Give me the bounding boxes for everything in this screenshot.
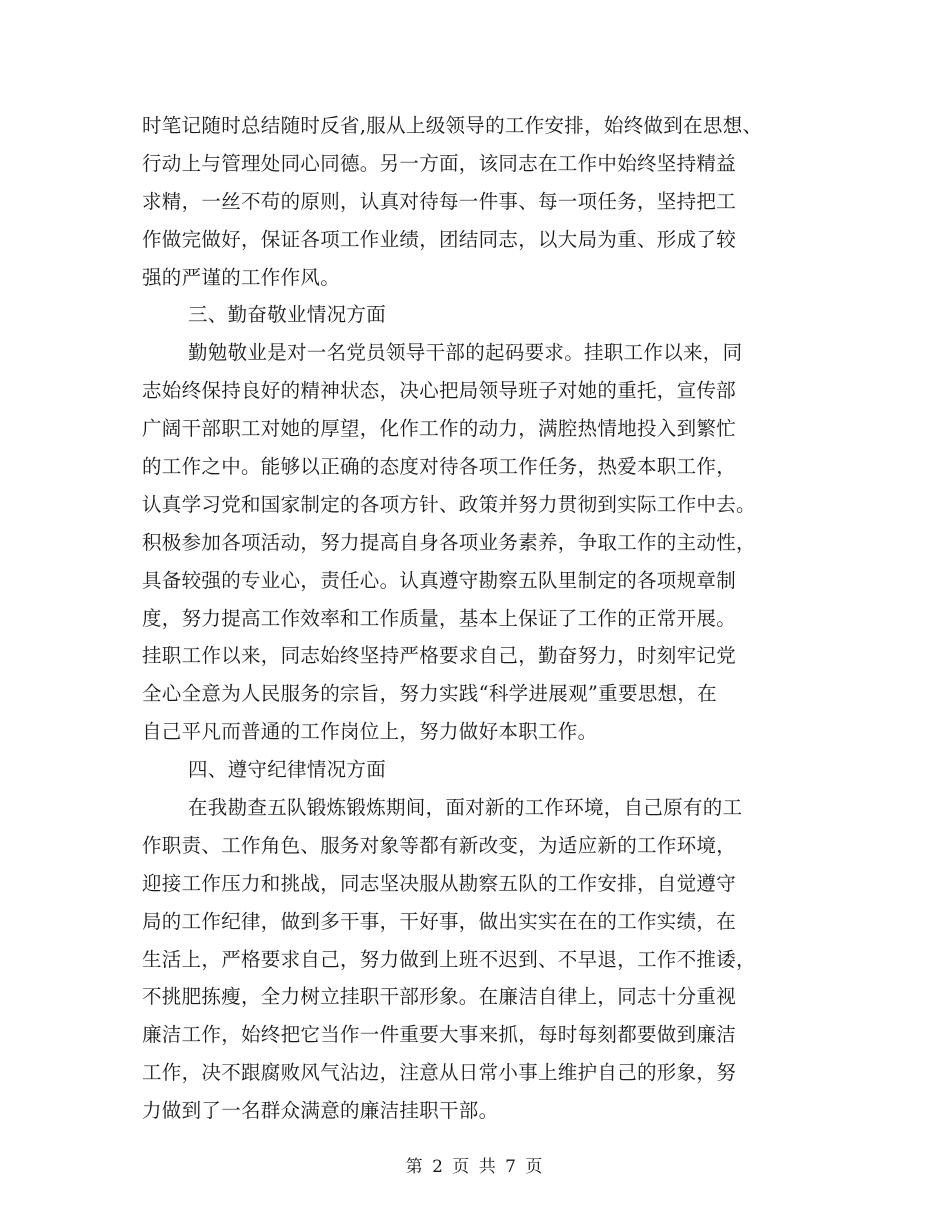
paragraph-line-indented: 四、遵守纪律情况方面 xyxy=(188,758,387,782)
paragraph-line-indented: 三、勤奋敬业情况方面 xyxy=(188,303,387,327)
paragraph-line: 作职责、工作角色、服务对象等都有新改变，为适应新的工作环境， xyxy=(142,833,737,857)
paragraph-line: 强的严谨的工作作风。 xyxy=(142,265,341,289)
paragraph-line: 力做到了一名群众满意的廉洁挂职干部。 xyxy=(142,1099,499,1123)
paragraph-line: 局的工作纪律，做到多干事，干好事，做出实实在在的工作实绩，在 xyxy=(142,909,737,933)
paragraph-line: 作做完做好，保证各项工作业绩，团结同志，以大局为重、形成了较 xyxy=(142,227,737,251)
paragraph-line: 行动上与管理处同心同德。另一方面，该同志在工作中始终坚持精益 xyxy=(142,151,737,175)
paragraph-line: 不挑肥拣瘦，全力树立挂职干部形象。在廉洁自律上，同志十分重视 xyxy=(142,985,737,1009)
paragraph-line: 求精，一丝不苟的原则，认真对待每一件事、每一项任务，坚持把工 xyxy=(142,189,737,213)
paragraph-line: 志始终保持良好的精神状态，决心把局领导班子对她的重托，宣传部 xyxy=(142,379,737,403)
paragraph-line: 廉洁工作，始终把它当作一件重要大事来抓，每时每刻都要做到廉洁 xyxy=(142,1023,737,1047)
paragraph-line: 挂职工作以来，同志始终坚持严格要求自己，勤奋努力，时刻牢记党 xyxy=(142,644,737,668)
page-footer: 第 2 页 共 7 页 xyxy=(405,1157,545,1177)
paragraph-line: 广阔干部职工对她的厚望，化作工作的动力，满腔热情地投入到繁忙 xyxy=(142,417,737,441)
paragraph-line-indented: 在我勘查五队锻炼锻炼期间，面对新的工作环境，自己原有的工 xyxy=(188,796,743,820)
paragraph-line: 工作，决不跟腐败风气沾边，注意从日常小事上维护自己的形象，努 xyxy=(142,1061,737,1085)
paragraph-line: 认真学习党和国家制定的各项方针、政策并努力贯彻到实际工作中去。 xyxy=(142,492,756,516)
paragraph-line: 具备较强的专业心，责任心。认真遵守勘察五队里制定的各项规章制 xyxy=(142,568,737,592)
paragraph-line: 自己平凡而普通的工作岗位上，努力做好本职工作。 xyxy=(142,720,598,744)
paragraph-line: 的工作之中。能够以正确的态度对待各项工作任务，热爱本职工作， xyxy=(142,455,737,479)
paragraph-line: 积极参加各项活动，努力提高自身各项业务素养，争取工作的主动性， xyxy=(142,530,756,554)
paragraph-line: 时笔记随时总结随时反省,服从上级领导的工作安排，始终做到在思想、 xyxy=(142,114,763,137)
paragraph-line: 迎接工作压力和挑战，同志坚决服从勘察五队的工作安排，自觉遵守 xyxy=(142,871,737,895)
paragraph-line: 生活上，严格要求自己，努力做到上班不迟到、不早退，工作不推诿， xyxy=(142,947,756,971)
paragraph-line-indented: 勤勉敬业是对一名党员领导干部的起码要求。挂职工作以来，同 xyxy=(188,341,743,365)
paragraph-line: 度，努力提高工作效率和工作质量，基本上保证了工作的正常开展。 xyxy=(142,606,737,630)
document-body xyxy=(142,107,832,1130)
paragraph-line: 全心全意为人民服务的宗旨，努力实践“科学进展观”重要思想，在 xyxy=(142,682,717,706)
